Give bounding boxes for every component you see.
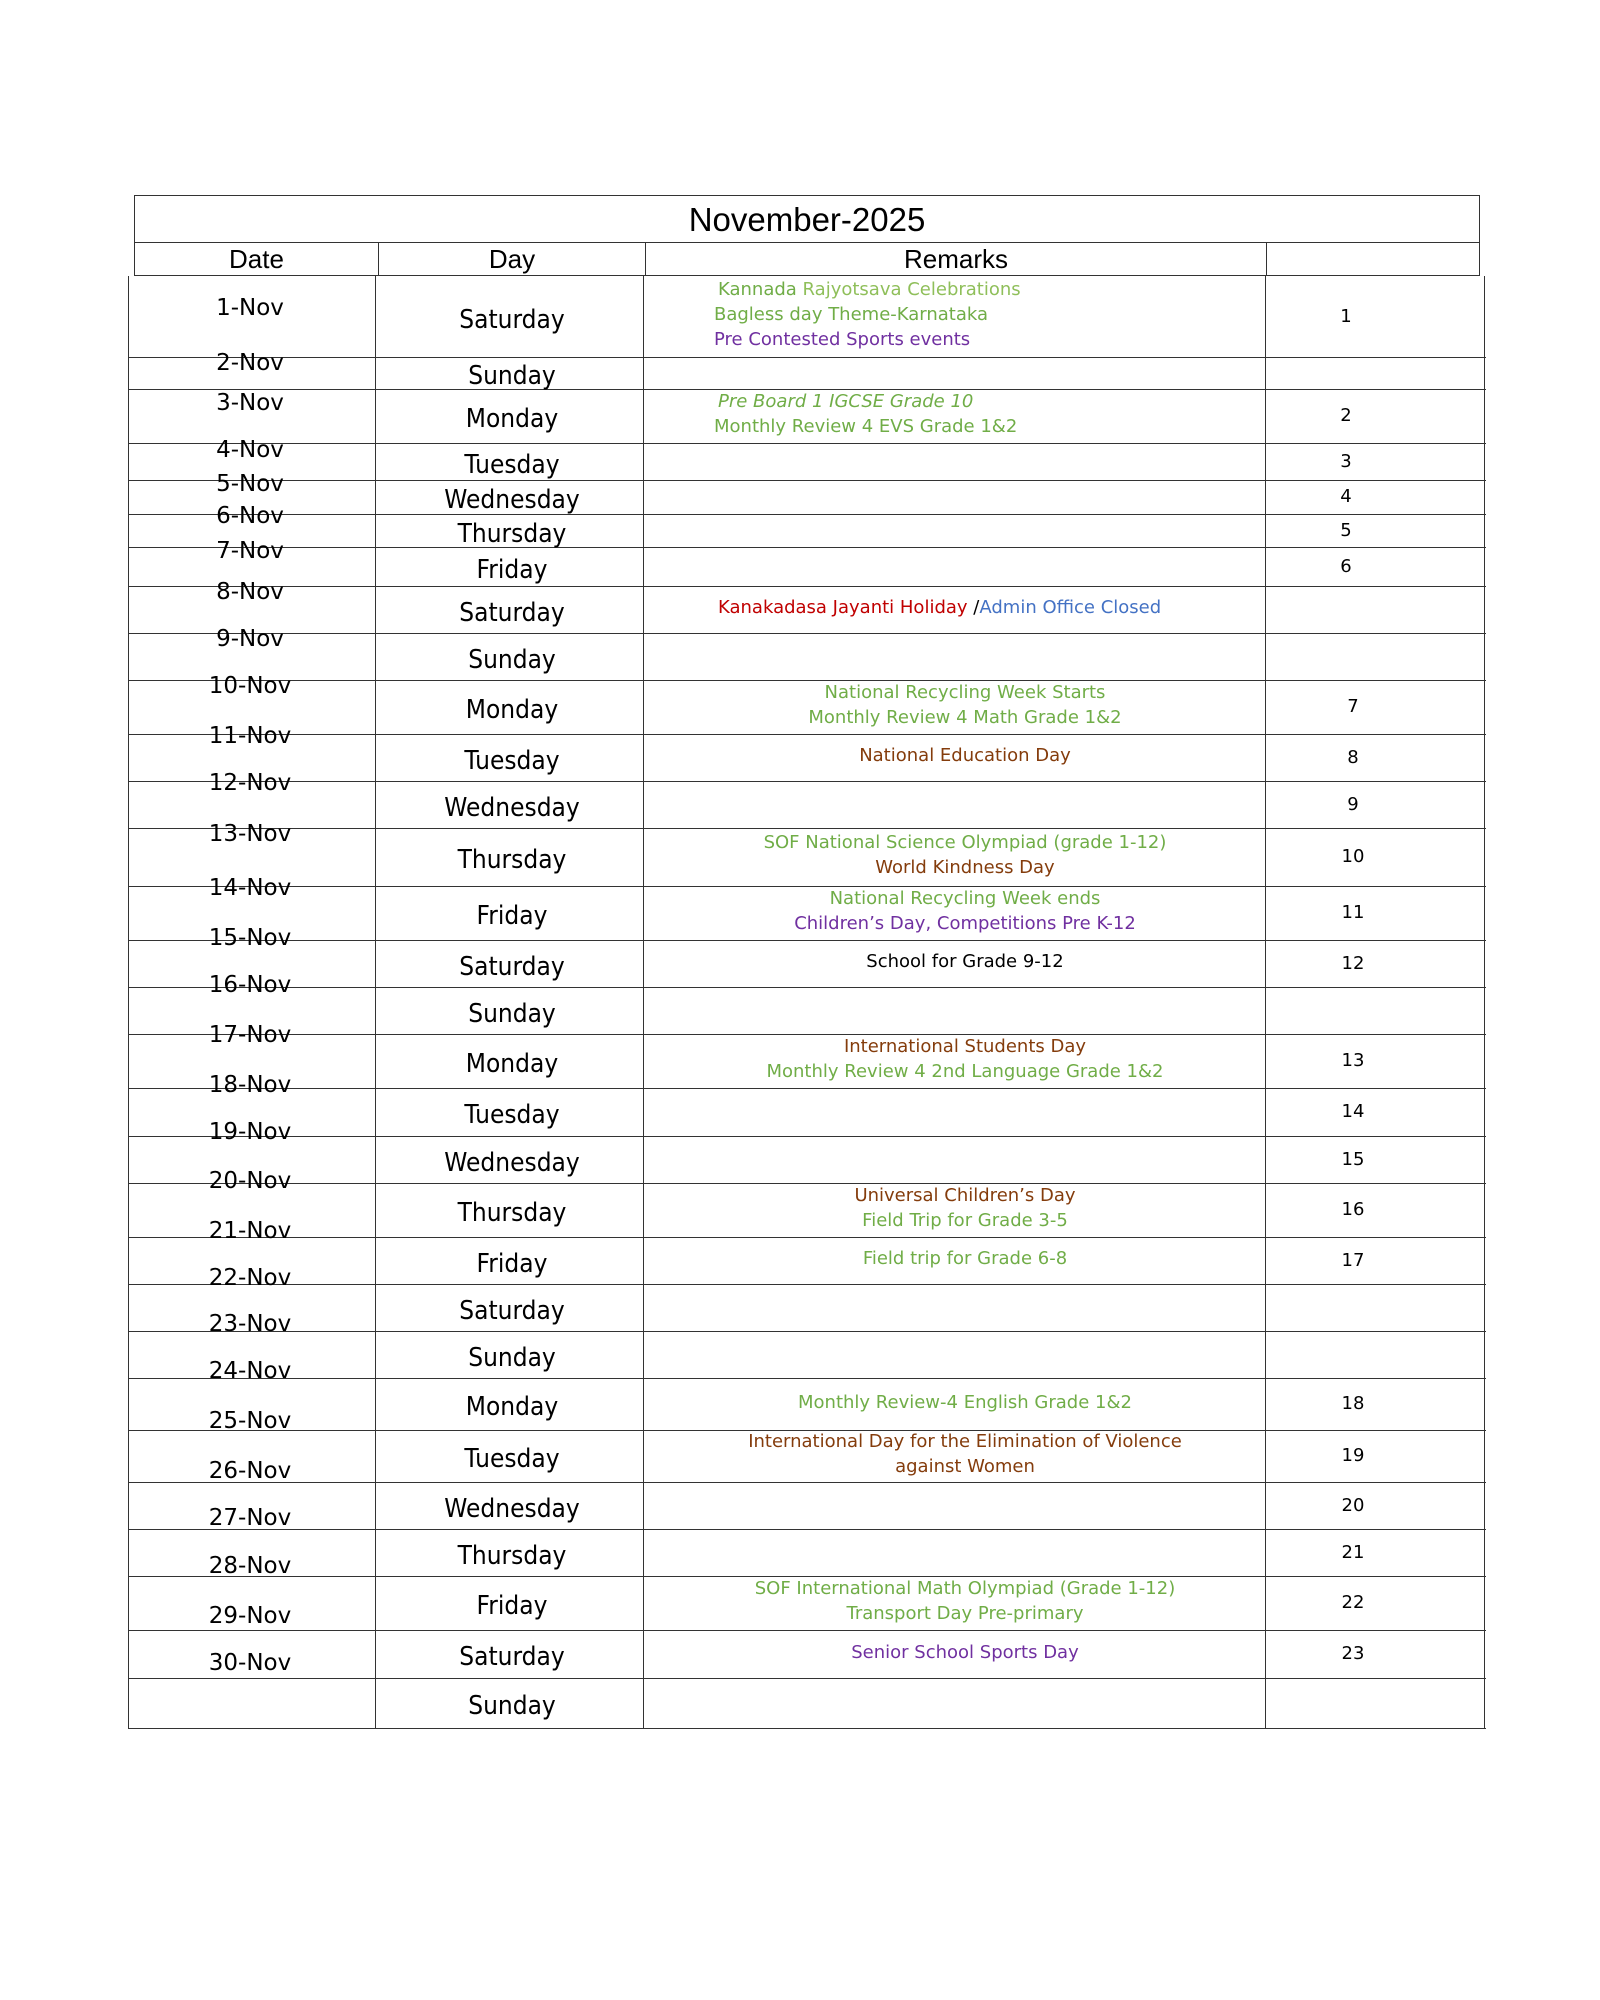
day-cell: Sunday (468, 644, 556, 675)
remark-text: SOF International Math Olympiad (Grade 1-12) (754, 1578, 1176, 1599)
remark-line (655, 1456, 1275, 1477)
remark-line (655, 951, 1275, 972)
remark-text: National Recycling Week Starts (824, 682, 1106, 703)
day-cell: Sunday (468, 1342, 556, 1373)
day-cell: Friday (476, 1248, 548, 1279)
day-cell: Wednesday (444, 485, 580, 515)
remark-line (655, 1431, 1275, 1452)
date-cell: 5-Nov (216, 471, 284, 497)
day-cell: Thursday (457, 1540, 567, 1571)
week-day-number: 18 (1341, 1393, 1365, 1414)
week-day-number: 22 (1341, 1592, 1365, 1613)
remark-text: Rajyotsava Celebrations (802, 279, 1021, 300)
header-remarks: Remarks (903, 243, 1008, 274)
week-day-number: 19 (1341, 1445, 1365, 1466)
remark-line (655, 682, 1275, 703)
date-cell: 15-Nov (208, 925, 292, 951)
day-cell: Friday (476, 901, 548, 931)
remark-text: Monthly Review-4 English Grade 1&2 (798, 1391, 1132, 1413)
remark-text: Kannada (718, 279, 803, 300)
calendar-title: November-2025 (134, 195, 1480, 243)
day-cell: Sunday (468, 361, 556, 391)
remark-line (655, 1603, 1275, 1624)
date-cell: 26-Nov (208, 1458, 292, 1484)
week-day-number: 20 (1341, 1494, 1365, 1516)
day-cell: Saturday (459, 1295, 565, 1326)
remark-text: Field trip for Grade 6-8 (862, 1248, 1068, 1269)
remark-line (718, 597, 1161, 618)
date-cell: 24-Nov (208, 1358, 292, 1384)
date-cell: 11-Nov (208, 723, 292, 749)
remark-line (655, 857, 1275, 878)
day-cell: Thursday (457, 845, 567, 875)
week-day-number: 11 (1341, 902, 1365, 923)
date-cell: 3-Nov (216, 390, 284, 416)
header-separator (1266, 243, 1267, 275)
week-day-number: 15 (1341, 1148, 1365, 1170)
week-day-number: 2 (1340, 405, 1352, 426)
remark-line (714, 304, 988, 325)
remark-text: Pre Contested Sports events (714, 329, 971, 350)
day-cell: Wednesday (444, 1493, 580, 1524)
remark-line (718, 391, 973, 412)
remark-line (655, 1210, 1275, 1231)
date-cell: 20-Nov (208, 1168, 292, 1194)
date-cell: 22-Nov (208, 1265, 292, 1291)
day-cell: Tuesday (464, 745, 560, 776)
remark-line (655, 1392, 1275, 1413)
week-day-number: 16 (1341, 1199, 1365, 1220)
date-cell: 17-Nov (208, 1022, 292, 1048)
day-cell: Wednesday (444, 1147, 580, 1178)
date-cell: 19-Nov (208, 1119, 292, 1145)
header-day: Day (488, 243, 536, 274)
date-cell: 13-Nov (208, 821, 292, 847)
remark-line (655, 1248, 1275, 1269)
date-cell: 6-Nov (216, 503, 284, 529)
remark-text: against Women (895, 1456, 1035, 1477)
date-cell: 14-Nov (208, 875, 292, 901)
remark-text: Monthly Review 4 2nd Language Grade 1&2 (766, 1061, 1164, 1082)
week-day-number: 8 (1347, 746, 1359, 768)
day-cell: Thursday (457, 1198, 567, 1228)
day-cell: Saturday (459, 951, 565, 982)
day-cell: Monday (465, 404, 559, 434)
day-cell: Sunday (468, 998, 556, 1029)
remark-line (655, 707, 1275, 728)
date-cell: 8-Nov (216, 579, 284, 605)
remark-text: Pre Board 1 IGCSE Grade 10 (718, 391, 974, 412)
date-cell: 12-Nov (208, 770, 292, 796)
week-day-number: 1 (1340, 305, 1352, 327)
remark-text: International Day for the Elimination of Violence (748, 1431, 1182, 1452)
grid-line (128, 1678, 1486, 1679)
date-cell: 25-Nov (208, 1408, 292, 1434)
remark-text: Field Trip for Grade 3-5 (862, 1210, 1068, 1231)
remark-text: Monthly Review 4 EVS Grade 1&2 (714, 416, 1018, 437)
grid-line (1484, 276, 1485, 1728)
remark-text: Monthly Review 4 Math Grade 1&2 (808, 707, 1122, 728)
date-cell: 29-Nov (208, 1603, 292, 1629)
day-cell: Saturday (459, 304, 565, 335)
remark-text: Transport Day Pre-primary (846, 1603, 1084, 1624)
date-cell: 30-Nov (208, 1650, 292, 1676)
remark-text: Bagless day Theme-Karnataka (714, 304, 989, 325)
week-day-number: 10 (1341, 846, 1365, 867)
header-date: Date (229, 243, 284, 274)
remark-line (655, 1642, 1275, 1663)
remark-text: Kanakadasa Jayanti Holiday (718, 597, 968, 618)
date-cell: 4-Nov (216, 437, 284, 463)
day-cell: Thursday (457, 518, 567, 549)
remark-line (714, 329, 970, 350)
week-day-number: 13 (1341, 1050, 1365, 1071)
remark-text: / (967, 597, 980, 618)
remark-line (718, 279, 1021, 300)
grid-line (128, 276, 129, 1728)
day-cell: Tuesday (464, 1100, 560, 1130)
grid-line (128, 1630, 1486, 1631)
remark-text: National Education Day (859, 745, 1071, 766)
week-day-number: 7 (1347, 696, 1359, 717)
remark-line (714, 416, 1017, 437)
week-day-number: 17 (1341, 1249, 1365, 1271)
week-day-number: 14 (1341, 1101, 1365, 1122)
week-day-number: 21 (1341, 1541, 1365, 1563)
day-cell: Monday (465, 1049, 559, 1079)
remark-line (655, 913, 1275, 934)
date-cell: 27-Nov (208, 1505, 292, 1531)
day-cell: Friday (476, 554, 548, 585)
date-cell: 28-Nov (208, 1553, 292, 1579)
grid-line (375, 276, 376, 1728)
remark-text: World Kindness Day (875, 857, 1055, 878)
remark-text: Admin Office Closed (979, 597, 1162, 618)
date-cell: 7-Nov (216, 538, 284, 564)
day-cell: Saturday (459, 597, 565, 628)
date-cell: 16-Nov (208, 972, 292, 998)
remark-line (655, 1061, 1275, 1082)
date-cell: 9-Nov (216, 626, 284, 652)
week-day-number: 3 (1340, 450, 1352, 472)
remark-text: SOF National Science Olympiad (grade 1-12) (763, 832, 1167, 853)
remark-line (655, 745, 1275, 766)
day-cell: Tuesday (464, 449, 560, 480)
remark-text: International Students Day (843, 1036, 1087, 1057)
remark-text: School for Grade 9-12 (866, 951, 1064, 972)
remark-text: Children’s Day, Competitions Pre K-12 (794, 913, 1136, 934)
date-cell: 23-Nov (208, 1311, 292, 1337)
day-cell: Saturday (459, 1642, 565, 1672)
grid-line (128, 1728, 1486, 1729)
date-cell: 21-Nov (208, 1218, 292, 1244)
date-cell: 1-Nov (216, 295, 284, 321)
week-day-number: 5 (1340, 519, 1352, 541)
grid-line (643, 276, 644, 1728)
date-cell: 18-Nov (208, 1072, 292, 1098)
day-cell: Tuesday (464, 1444, 560, 1474)
remark-line (655, 1185, 1275, 1206)
remark-line (655, 1578, 1275, 1599)
remark-line (655, 1036, 1275, 1057)
day-cell: Friday (476, 1591, 548, 1621)
day-cell: Monday (465, 1392, 559, 1422)
table-header-row (134, 242, 1480, 276)
remark-line (655, 888, 1275, 909)
remark-text: Senior School Sports Day (851, 1641, 1079, 1663)
date-cell: 10-Nov (208, 673, 292, 699)
week-day-number: 12 (1341, 952, 1365, 974)
week-day-number: 23 (1341, 1643, 1365, 1664)
week-day-number: 9 (1347, 793, 1359, 815)
remark-text: Universal Children’s Day (854, 1185, 1076, 1206)
day-cell: Monday (465, 695, 559, 725)
remark-line (655, 832, 1275, 853)
remark-text: National Recycling Week ends (829, 888, 1101, 909)
grid-line (1265, 276, 1266, 1728)
date-cell: 2-Nov (216, 350, 284, 376)
day-cell: Wednesday (444, 792, 580, 823)
week-day-number: 6 (1340, 555, 1352, 577)
day-cell: Sunday (468, 1691, 556, 1721)
week-day-number: 4 (1340, 486, 1352, 507)
